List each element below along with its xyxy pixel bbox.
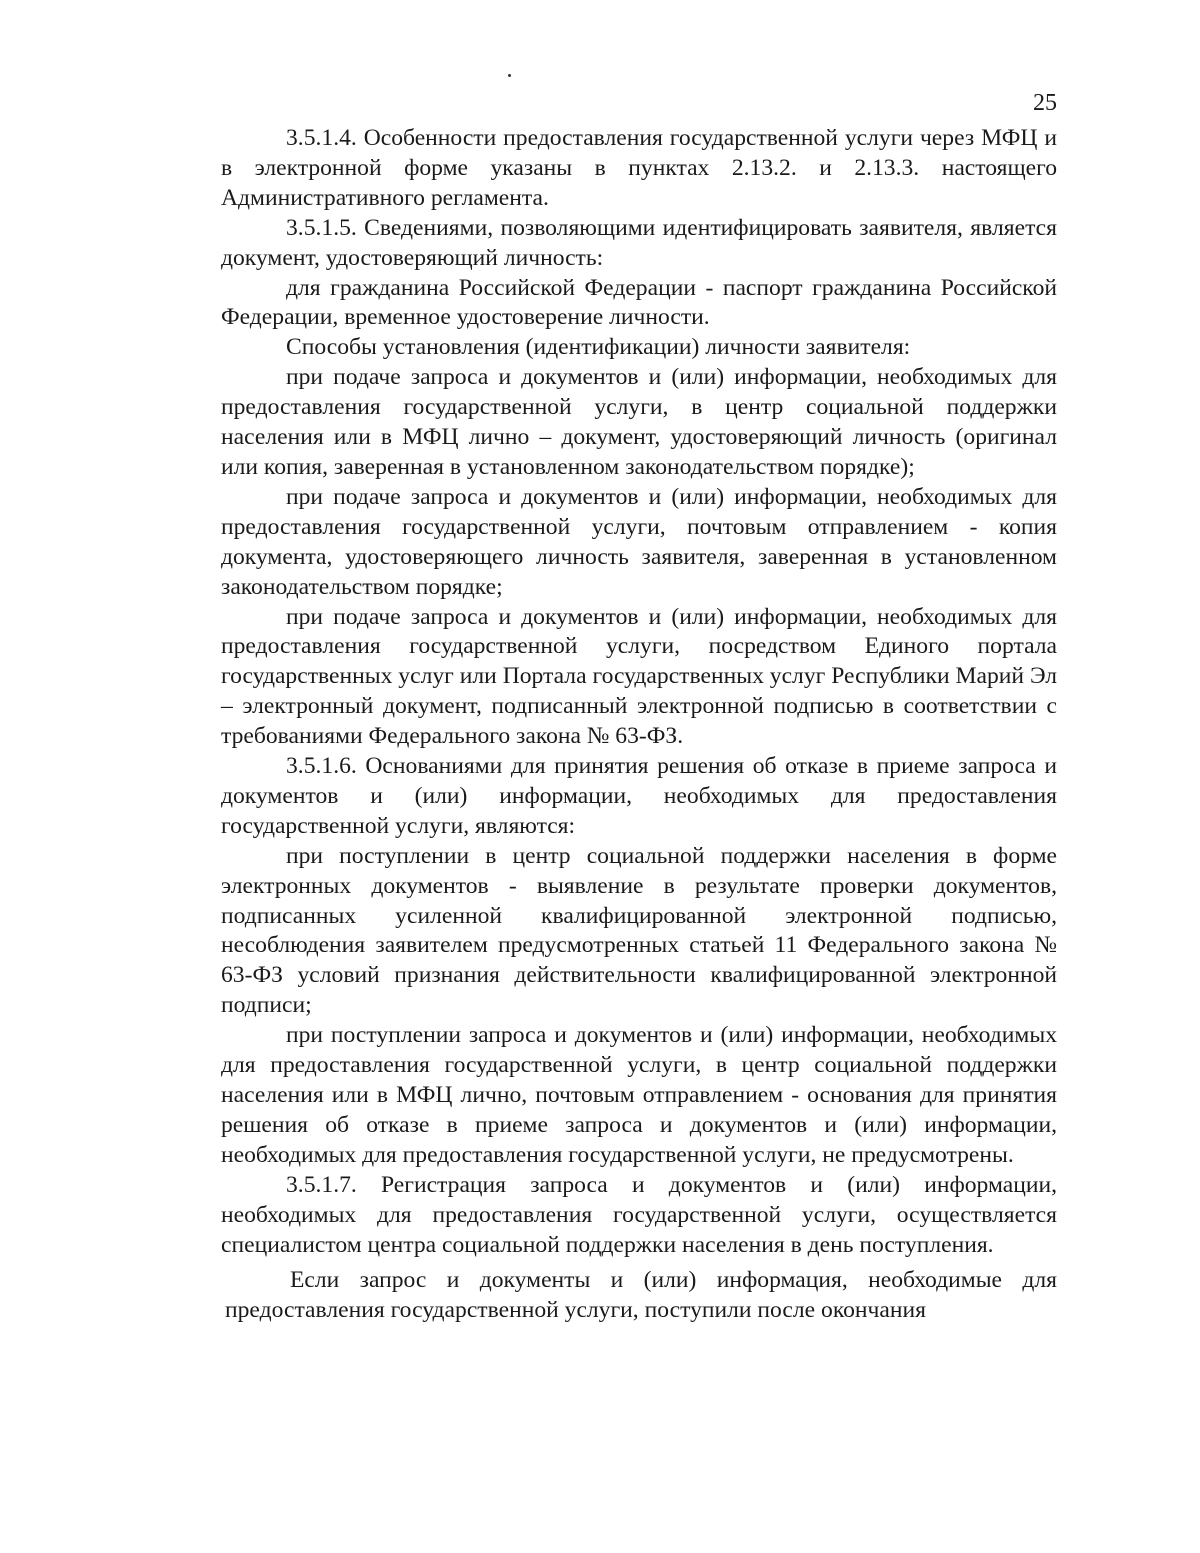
paragraph-citizen-passport: для гражданина Российской Федерации - паспорт гражданина Российской Федерации, временное удостоверение личности. <box>221 274 1057 331</box>
paragraph-by-mail: при подаче запроса и документов и (или) информации, необходимых для предоставления государственной услуги, почтовым отправлением - копия документа, удостоверяющего личность заявителя, заверенная в установленном законодательством порядке; <box>221 483 1057 600</box>
page-number: 25 <box>1033 90 1057 116</box>
paragraph-identification-methods: Способы установления (идентификации) личности заявителя: <box>286 334 911 361</box>
document-body <box>221 124 1057 1326</box>
paragraph-in-person: при подаче запроса и документов и (или) информации, необходимых для предоставления государственной услуги, в центр социальной поддержки населения или в МФЦ лично – документ, удостоверяющий личность (оригинал или копия, заверенная в установленном законодательством порядке); <box>221 364 1057 480</box>
paragraph-3-5-1-7: 3.5.1.7. Регистрация запроса и документов и (или) информации, необходимых для предоставления государственной услуги, осуществляется специалистом центра социальной поддержки населения в день поступления. <box>221 1171 1057 1258</box>
paragraph-3-5-1-6: 3.5.1.6. Основаниями для принятия решения об отказе в приеме запроса и документов и (или) информации, необходимых для предоставления государственной услуги, являются: <box>221 753 1057 839</box>
paragraph-via-portal: при подаче запроса и документов и (или) информации, необходимых для предоставления государственной услуги, посредством Единого портала государственных услуг или Портала государственных услуг Республики Марий Эл – электронный документ, подписанный электронной подписью в соответствии с требованиями Федерального закона № 63-ФЗ. <box>221 603 1057 750</box>
paragraph-no-grounds: при поступлении запроса и документов и (или) информации, необходимых для предоставления государственной услуги, в центр социальной поддержки населения или в МФЦ лично, почтовым отправлением - основания для принятия решения об отказе в приеме запроса и документов и (или) информации, необходимых для предоставления государственной услуги, не предусмотрены. <box>221 1022 1057 1168</box>
paragraph-electronic-docs: при поступлении в центр социальной поддержки населения в форме электронных документов - выявление в результате проверки документов, подписанных усиленной квалифицированной электронной подписью, несоблюдения заявителем предусмотренных статьей 11 Федерального закона № 63-ФЗ условий признания действительности квалифицированной электронной подписи; <box>221 842 1057 1019</box>
scan-speck <box>508 74 511 77</box>
paragraph-after-hours: Если запрос и документы и (или) информация, необходимые для предоставления государственной услуги, поступили после окончания <box>225 1267 1057 1324</box>
paragraph-3-5-1-5: 3.5.1.5. Сведениями, позволяющими идентифицировать заявителя, является документ, удостоверяющий личность: <box>221 214 1057 271</box>
paragraph-3-5-1-4: 3.5.1.4. Особенности предоставления государственной услуги через МФЦ и в электронной форме указаны в пунктах 2.13.2. и 2.13.3. настоящего Административного регламента. <box>221 125 1057 211</box>
